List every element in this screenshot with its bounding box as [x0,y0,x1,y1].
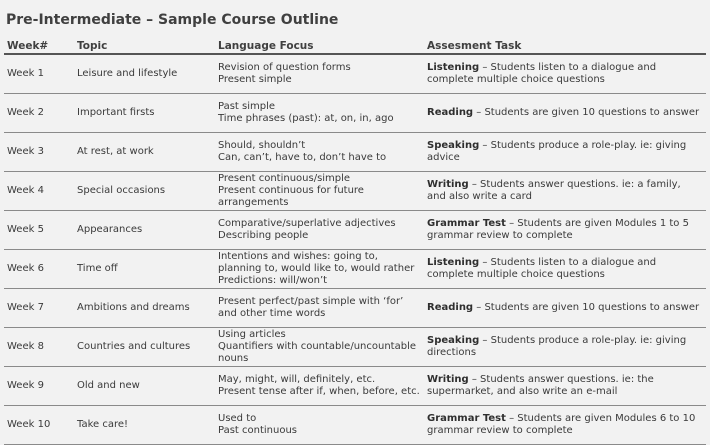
language-focus-line: Present perfect/past simple with ‘for’ [218,295,404,307]
cell-assessment-task [424,171,706,210]
assessment-task-line [427,374,703,386]
cell-assessment-task [424,132,706,171]
language-focus-line: Present simple [218,73,292,85]
cell-topic: Time off [74,249,215,288]
assessment-task-type: Speaking [427,334,480,346]
language-focus-line: Predictions: will/won’t [218,274,328,286]
assessment-task-line [427,230,703,242]
assessment-task-text: – Students answer questions. ie: a family, [468,178,681,190]
assessment-task-type: Writing [427,178,469,190]
assessment-task-line [427,335,703,347]
language-focus-line: planning to, would like to, would rather [218,262,415,274]
language-focus-line: nouns [218,352,249,364]
assessment-task-text: directions [427,346,477,358]
language-focus-line: Present continuous/simple [218,172,351,184]
language-focus-line: Using articles [218,328,286,340]
table-row [4,249,706,288]
header-week: Week# [4,36,74,54]
cell-week: Week 6 [4,249,74,288]
cell-week: Week 2 [4,93,74,132]
assessment-task-text: – Students listen to a dialogue and [479,256,657,268]
language-focus-line: and other time words [218,307,326,319]
table-row [4,366,706,405]
header-assessment-task: Assesment Task [424,36,706,54]
language-focus-line: Quantifiers with countable/uncountable [218,340,417,352]
language-focus-line: Comparative/superlative adjectives [218,217,396,229]
assessment-task-text: – Students are given Modules 1 to 5 [505,217,689,229]
assessment-task-text: – Students produce a role-play. ie: giving [479,139,687,151]
assessment-task-text: supermarket, and also write an e-mail [427,385,618,397]
cell-assessment-task [424,210,706,249]
assessment-task-type: Listening [427,256,480,268]
assessment-task-type: Reading [427,301,474,313]
assessment-task-type: Listening [427,61,480,73]
cell-assessment-task [424,249,706,288]
assessment-task-line [427,347,703,359]
table-row [4,132,706,171]
assessment-task-text: grammar review to complete [427,424,573,436]
assessment-task-line [427,152,703,164]
table-row [4,54,706,93]
assessment-task-line [427,191,703,203]
table-row [4,405,706,444]
cell-topic: Important firsts [74,93,215,132]
cell-week: Week 9 [4,366,74,405]
assessment-task-line [427,218,703,230]
table-body [4,54,706,444]
assessment-task-type: Reading [427,106,474,118]
language-focus-line: Present tense after if, when, before, etc. [218,385,420,397]
cell-topic: Special occasions [74,171,215,210]
assessment-task-text: complete multiple choice questions [427,268,605,280]
cell-assessment-task [424,288,706,327]
cell-topic: Leisure and lifestyle [74,54,215,93]
cell-assessment-task [424,54,706,93]
assessment-task-line [427,413,703,425]
assessment-task-line [427,140,703,152]
header-language-focus: Language Focus [215,36,424,54]
assessment-task-line [427,269,703,281]
assessment-task-text: and also write a card [427,190,532,202]
language-focus-line: Past continuous [218,424,298,436]
cell-week: Week 5 [4,210,74,249]
cell-language-focus [215,93,424,132]
assessment-task-type: Writing [427,373,469,385]
assessment-task-type: Grammar Test [427,412,506,424]
header-topic: Topic [74,36,215,54]
assessment-task-text: – Students are given 10 questions to answer [473,301,700,313]
language-focus-line: Revision of question forms [218,61,351,73]
table-header-row [4,36,706,54]
cell-week: Week 10 [4,405,74,444]
table-row [4,171,706,210]
assessment-task-text: – Students are given Modules 6 to 10 [505,412,696,424]
language-focus-line: Past simple [218,100,276,112]
language-focus-line: arrangements [218,196,289,208]
language-focus-line: May, might, will, definitely, etc. [218,373,376,385]
cell-assessment-task [424,327,706,366]
language-focus-line: Time phrases (past): at, on, in, ago [218,112,394,124]
page-title: Pre-Intermediate – Sample Course Outline [6,12,339,28]
cell-language-focus [215,249,424,288]
language-focus-line: Can, can’t, have to, don’t have to [218,151,387,163]
assessment-task-text: – Students are given 10 questions to answer [473,106,700,118]
assessment-task-text: grammar review to complete [427,229,573,241]
assessment-task-text: – Students listen to a dialogue and [479,61,657,73]
cell-language-focus [215,132,424,171]
table-row [4,288,706,327]
assessment-task-line [427,386,703,398]
cell-language-focus [215,210,424,249]
table-row [4,327,706,366]
cell-topic: Old and new [74,366,215,405]
assessment-task-text: – Students answer questions. ie: the [468,373,654,385]
cell-language-focus [215,54,424,93]
language-focus-line: Intentions and wishes: going to, [218,250,378,262]
assessment-task-text: complete multiple choice questions [427,73,605,85]
assessment-task-line [427,62,703,74]
language-focus-line: Present continuous for future [218,184,364,196]
table-row [4,93,706,132]
assessment-task-line [427,74,703,86]
language-focus-line: Describing people [218,229,309,241]
cell-language-focus [215,327,424,366]
assessment-task-line [427,107,703,119]
cell-topic: Appearances [74,210,215,249]
assessment-task-text: advice [427,151,460,163]
cell-topic: At rest, at work [74,132,215,171]
cell-topic: Countries and cultures [74,327,215,366]
cell-assessment-task [424,93,706,132]
cell-topic: Ambitions and dreams [74,288,215,327]
cell-week: Week 3 [4,132,74,171]
cell-week: Week 4 [4,171,74,210]
cell-week: Week 7 [4,288,74,327]
cell-topic: Take care! [74,405,215,444]
cell-language-focus [215,366,424,405]
cell-week: Week 1 [4,54,74,93]
cell-assessment-task [424,405,706,444]
cell-language-focus [215,288,424,327]
language-focus-line: Used to [218,412,257,424]
assessment-task-line [427,425,703,437]
assessment-task-text: – Students produce a role-play. ie: giving [479,334,687,346]
assessment-task-line [427,257,703,269]
cell-language-focus [215,171,424,210]
course-outline-table [4,36,706,445]
assessment-task-type: Grammar Test [427,217,506,229]
language-focus-line: Should, shouldn’t [218,139,306,151]
assessment-task-line [427,302,703,314]
assessment-task-type: Speaking [427,139,480,151]
cell-week: Week 8 [4,327,74,366]
table-row [4,210,706,249]
cell-language-focus [215,405,424,444]
assessment-task-line [427,179,703,191]
cell-assessment-task [424,366,706,405]
